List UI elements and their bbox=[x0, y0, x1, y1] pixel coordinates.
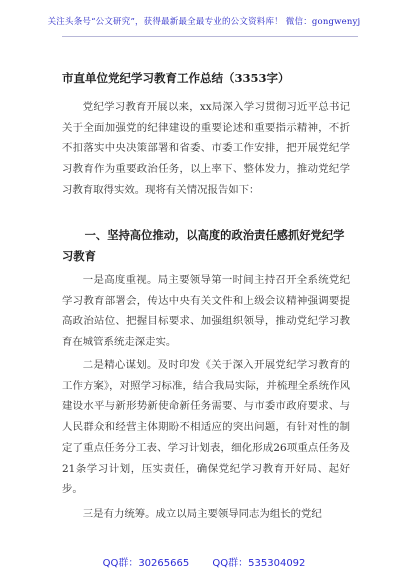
header-divider bbox=[62, 36, 358, 37]
document-title: 市直单位党纪学习教育工作总结（3353字） bbox=[62, 71, 290, 85]
body-paragraph-1: 一是高度重视。局主要领导第一时间主持召开全系统党纪学习教育部署会，传达中央有关文件和上级会议精神强调要提高政治站位、把握目标要求、加强组织领导，推动党纪学习教育在城管系统走深走实。 bbox=[62, 274, 350, 349]
body-paragraph-2: 二是精心谋划。及时印发《关于深入开展党纪学习教育的工作方案》，对照学习标准，结合我局实际，并梳理全系统作风建设水平与新形势新使命新任务需要、与市委市政府要求、与人民群众和经营主体期盼不相适应的突出问题，有针对性的制定了重点任务分工表、学习计划表，细化形成26项重点任务及21条学习计划，压实责任，确保党纪学习教育开好局、起好步。 bbox=[62, 359, 350, 496]
header-banner bbox=[0, 0, 408, 40]
qq-group-1: QQ群：30265665 bbox=[102, 558, 190, 569]
section-heading-1: 一、坚持高位推动，以高度的政治责任感抓好党纪学习教育 bbox=[62, 229, 345, 263]
intro-paragraph: 党纪学习教育开展以来，xx局深入学习贯彻习近平总书记关于全面加强党的纪律建设的重要论述和重要指示精神，不折不扣落实中央决策部署和省委、市委工作安排，把开展党纪学习教育作为重要政治任务，以上率下、整体发力，推动党纪学习教育取得实效。现将有关情况报告如下： bbox=[62, 101, 350, 196]
header-promo-text: 关注头条号“公文研究”，获得最新最全最专业的公文资料库！ 微信：gongwenyj bbox=[47, 17, 361, 27]
qq-group-2: QQ群：535304092 bbox=[212, 558, 306, 569]
footer-qq-groups bbox=[0, 554, 408, 569]
body-paragraph-3: 三是有力统筹。成立以局主要领导同志为组长的党纪 bbox=[82, 508, 322, 520]
